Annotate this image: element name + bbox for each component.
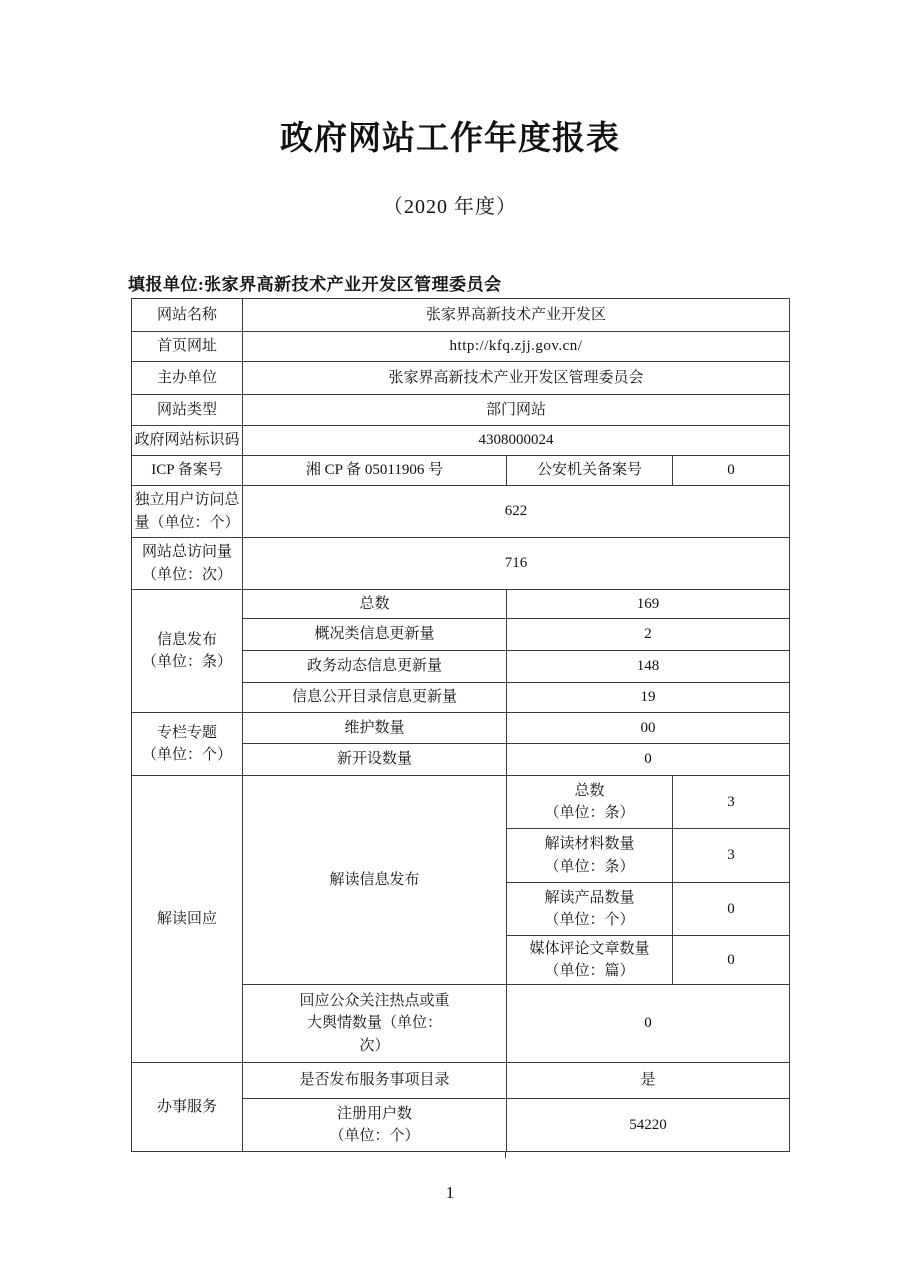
registered-users-label-cell (243, 1099, 507, 1152)
total-visits-value-cell: 716 (243, 538, 790, 590)
interpretation-response-section-cell: 解读回应 (132, 776, 243, 1063)
unique-visitors-value-cell: 622 (243, 486, 790, 538)
table-row (132, 590, 790, 619)
table-row (132, 332, 790, 362)
total-visits-label-cell (132, 538, 243, 590)
overview-updates-label-cell: 概况类信息更新量 (243, 619, 507, 651)
table-row (132, 486, 790, 538)
catalog-published-label-cell: 是否发布服务事项目录 (243, 1063, 507, 1099)
public-concern-label-cell (243, 985, 507, 1063)
reporting-unit-line: 填报单位:张家界高新技术产业开发区管理委员会 (128, 275, 502, 294)
media-articles-label-cell (507, 936, 673, 985)
document-subtitle: （2020 年度） (383, 196, 517, 218)
newly-opened-label-cell: 新开设数量 (243, 744, 507, 776)
annual-report-table-wrap (131, 298, 789, 1152)
interpretation-materials-label: 解读材料数量 (544, 836, 635, 852)
registered-users-label: 注册用户数 (336, 1105, 412, 1122)
info-release-unit: （单位：条） (141, 654, 232, 670)
interpretation-products-label-cell (507, 883, 673, 936)
interpretation-total-value-cell: 3 (673, 776, 790, 829)
icp-record-label-cell: ICP 备案号 (132, 456, 243, 486)
table-row (132, 299, 790, 332)
interpretation-materials-label-cell (507, 829, 673, 883)
maintained-count-label-cell: 维护数量 (243, 713, 507, 744)
site-id-code-value-cell: 4308000024 (243, 426, 790, 456)
maintained-count-value-cell: 00 (507, 713, 790, 744)
info-release-total-label-cell: 总数 (243, 590, 507, 619)
total-visits-unit: （单位：次） (141, 566, 232, 583)
interpretation-products-value-cell: 0 (673, 883, 790, 936)
annual-report-table (131, 298, 790, 1152)
registered-users-value-cell: 54220 (507, 1099, 790, 1152)
public-concern-value-cell: 0 (507, 985, 790, 1063)
interpretation-total-label: 总数 (574, 782, 605, 799)
catalog-published-value-cell: 是 (507, 1063, 790, 1099)
home-url-value-cell: http://kfq.zjj.gov.cn/ (243, 332, 790, 362)
media-articles-value-cell: 0 (673, 936, 790, 985)
info-release-total-value-cell: 169 (507, 590, 790, 619)
table-row (132, 776, 790, 829)
interpretation-info-release-cell: 解读信息发布 (243, 776, 507, 985)
table-row (132, 395, 790, 426)
site-name-label-cell: 网站名称 (132, 299, 243, 332)
site-id-code-label-cell: 政府网站标识码 (132, 426, 243, 456)
media-articles-unit: （单位：篇） (544, 963, 635, 979)
registered-users-unit: （单位：个） (329, 1128, 420, 1144)
gov-news-updates-value-cell: 148 (507, 651, 790, 683)
organizer-value-cell: 张家界高新技术产业开发区管理委员会 (243, 362, 790, 395)
media-articles-label: 媒体评论文章数量 (529, 940, 650, 957)
table-row (132, 426, 790, 456)
info-directory-updates-value-cell: 19 (507, 683, 790, 713)
special-columns-section-cell (132, 713, 243, 776)
info-directory-updates-label-cell: 信息公开目录信息更新量 (243, 683, 507, 713)
table-row (132, 713, 790, 744)
total-visits-label: 网站总访问量 (141, 544, 232, 560)
special-columns-unit: （单位：个） (141, 747, 232, 763)
interpretation-materials-unit: （单位：条） (544, 858, 635, 875)
home-url-label-cell: 首页网址 (132, 332, 243, 362)
gov-news-updates-label-cell: 政务动态信息更新量 (243, 651, 507, 683)
site-type-label-cell: 网站类型 (132, 395, 243, 426)
document-title: 政府网站工作年度报表 (280, 119, 620, 156)
site-name-value-cell: 张家界高新技术产业开发区 (243, 299, 790, 332)
special-columns-label: 专栏专题 (156, 724, 217, 741)
table-row (132, 362, 790, 395)
interpretation-materials-value-cell: 3 (673, 829, 790, 883)
organizer-label-cell: 主办单位 (132, 362, 243, 395)
table-row (132, 1063, 790, 1099)
table-page-cut-divider (505, 1151, 506, 1158)
info-release-section-cell (132, 590, 243, 713)
public-concern-label: 回应公众关注热点或重大舆情数量（单位：次） (299, 992, 450, 1054)
page-number: 1 (445, 1183, 455, 1202)
services-section-cell: 办事服务 (132, 1063, 243, 1152)
newly-opened-value-cell: 0 (507, 744, 790, 776)
site-type-value-cell: 部门网站 (243, 395, 790, 426)
interpretation-products-label: 解读产品数量 (544, 889, 635, 906)
table-row (132, 538, 790, 590)
police-record-value-cell: 0 (673, 456, 790, 486)
interpretation-total-unit: （单位：条） (544, 805, 635, 821)
icp-record-value-cell: 湘 CP 备 05011906 号 (243, 456, 507, 486)
police-record-label-cell: 公安机关备案号 (507, 456, 673, 486)
info-release-label: 信息发布 (156, 631, 217, 648)
overview-updates-value-cell: 2 (507, 619, 790, 651)
table-row (132, 456, 790, 486)
interpretation-total-label-cell (507, 776, 673, 829)
unique-visitors-label-cell: 独立用户访问总量（单位：个） (132, 486, 243, 538)
interpretation-products-unit: （单位：个） (544, 912, 635, 928)
